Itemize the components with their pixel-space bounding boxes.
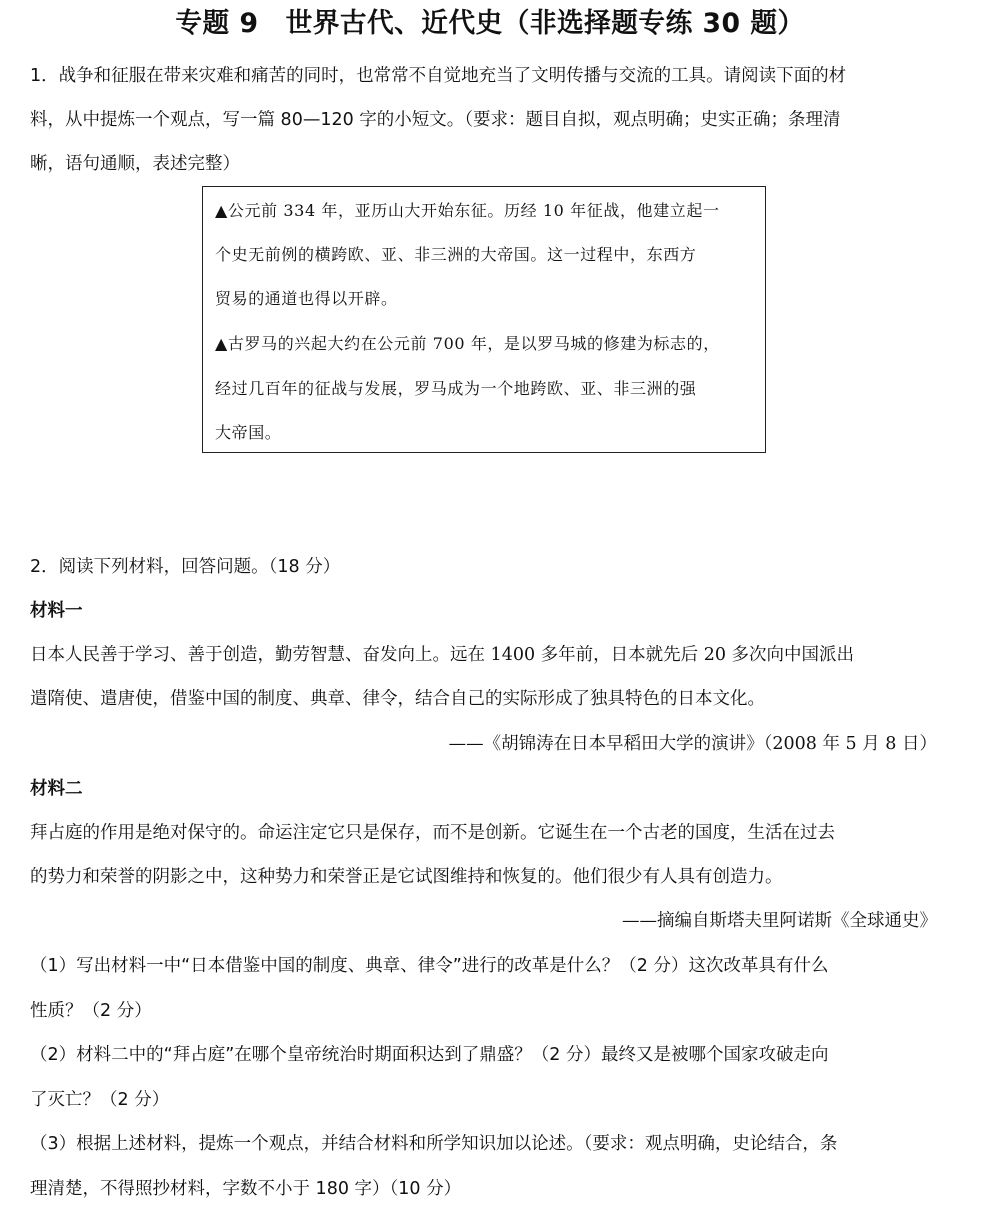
- material1-line-2: 遣隋使、遣唐使，借鉴中国的制度、典章、律令，结合自己的实际形成了独具特色的日本文化。: [30, 689, 765, 709]
- q1-box-line-1: ▲公元前 334 年，亚历山大开始东征。历经 10 年征战，他建立起一: [215, 201, 720, 220]
- q2-intro: 2．阅读下列材料，回答问题。（18 分）: [30, 557, 341, 577]
- q2-question-line-2: 性质？（2 分）: [30, 1001, 152, 1021]
- q1-text-line-3: 晰，语句通顺，表述完整）: [30, 154, 240, 174]
- material1-line-1: 日本人民善于学习、善于创造，勤劳智慧、奋发向上。远在 1400 多年前，日本就先后 20 多次向中国派出: [30, 645, 855, 665]
- q2-question-line-1: （1）写出材料一中“日本借鉴中国的制度、典章、律令”进行的改革是什么？（2 分）这次改革具有什么: [30, 956, 829, 976]
- q1-box-line-4: ▲古罗马的兴起大约在公元前 700 年，是以罗马城的修建为标志的，: [215, 334, 720, 353]
- material1-source: ——《胡锦涛在日本早稻田大学的演讲》（2008 年 5 月 8 日）: [448, 734, 937, 754]
- q1-box-line-2: 个史无前例的横跨欧、亚、非三洲的大帝国。这一过程中，东西方: [215, 245, 697, 264]
- q1-text-line-2: 料，从中提炼一个观点，写一篇 80—120 字的小短文。（要求：题目自拟，观点明确；史实正确；条理清: [30, 110, 841, 130]
- q2-question-line-6: 理清楚，不得照抄材料，字数不小于 180 字）（10 分）: [30, 1179, 462, 1199]
- q1-material-box: [202, 186, 766, 453]
- q1-box-line-3: 贸易的通道也得以开辟。: [215, 289, 398, 308]
- material2-line-1: 拜占庭的作用是绝对保守的。命运注定它只是保存，而不是创新。它诞生在一个古老的国度，生活在过去: [30, 823, 835, 843]
- material1-heading: 材料一: [30, 601, 83, 621]
- q2-question-line-3: （2）材料二中的“拜占庭”在哪个皇帝统治时期面积达到了鼎盛？（2 分）最终又是被哪个国家攻破走向: [30, 1045, 829, 1065]
- q1-text-line-1: 1．战争和征服在带来灾难和痛苦的同时，也常常不自觉地充当了文明传播与交流的工具。请阅读下面的材: [30, 66, 847, 86]
- material2-line-2: 的势力和荣誉的阴影之中，这种势力和荣誉正是它试图维持和恢复的。他们很少有人具有创造力。: [30, 867, 783, 887]
- q2-question-line-4: 了灭亡？（2 分）: [30, 1090, 170, 1110]
- material2-heading: 材料二: [30, 779, 83, 799]
- page-title: 专题 9 世界古代、近代史（非选择题专练 30 题）: [175, 8, 805, 39]
- material2-source: ——摘编自斯塔夫里阿诺斯《全球通史》: [622, 911, 937, 931]
- q1-box-line-5: 经过几百年的征战与发展，罗马成为一个地跨欧、亚、非三洲的强: [215, 379, 697, 398]
- q2-question-line-5: （3）根据上述材料，提炼一个观点，并结合材料和所学知识加以论述。（要求：观点明确，史论结合，条: [30, 1134, 838, 1154]
- q1-box-line-6: 大帝国。: [215, 423, 282, 442]
